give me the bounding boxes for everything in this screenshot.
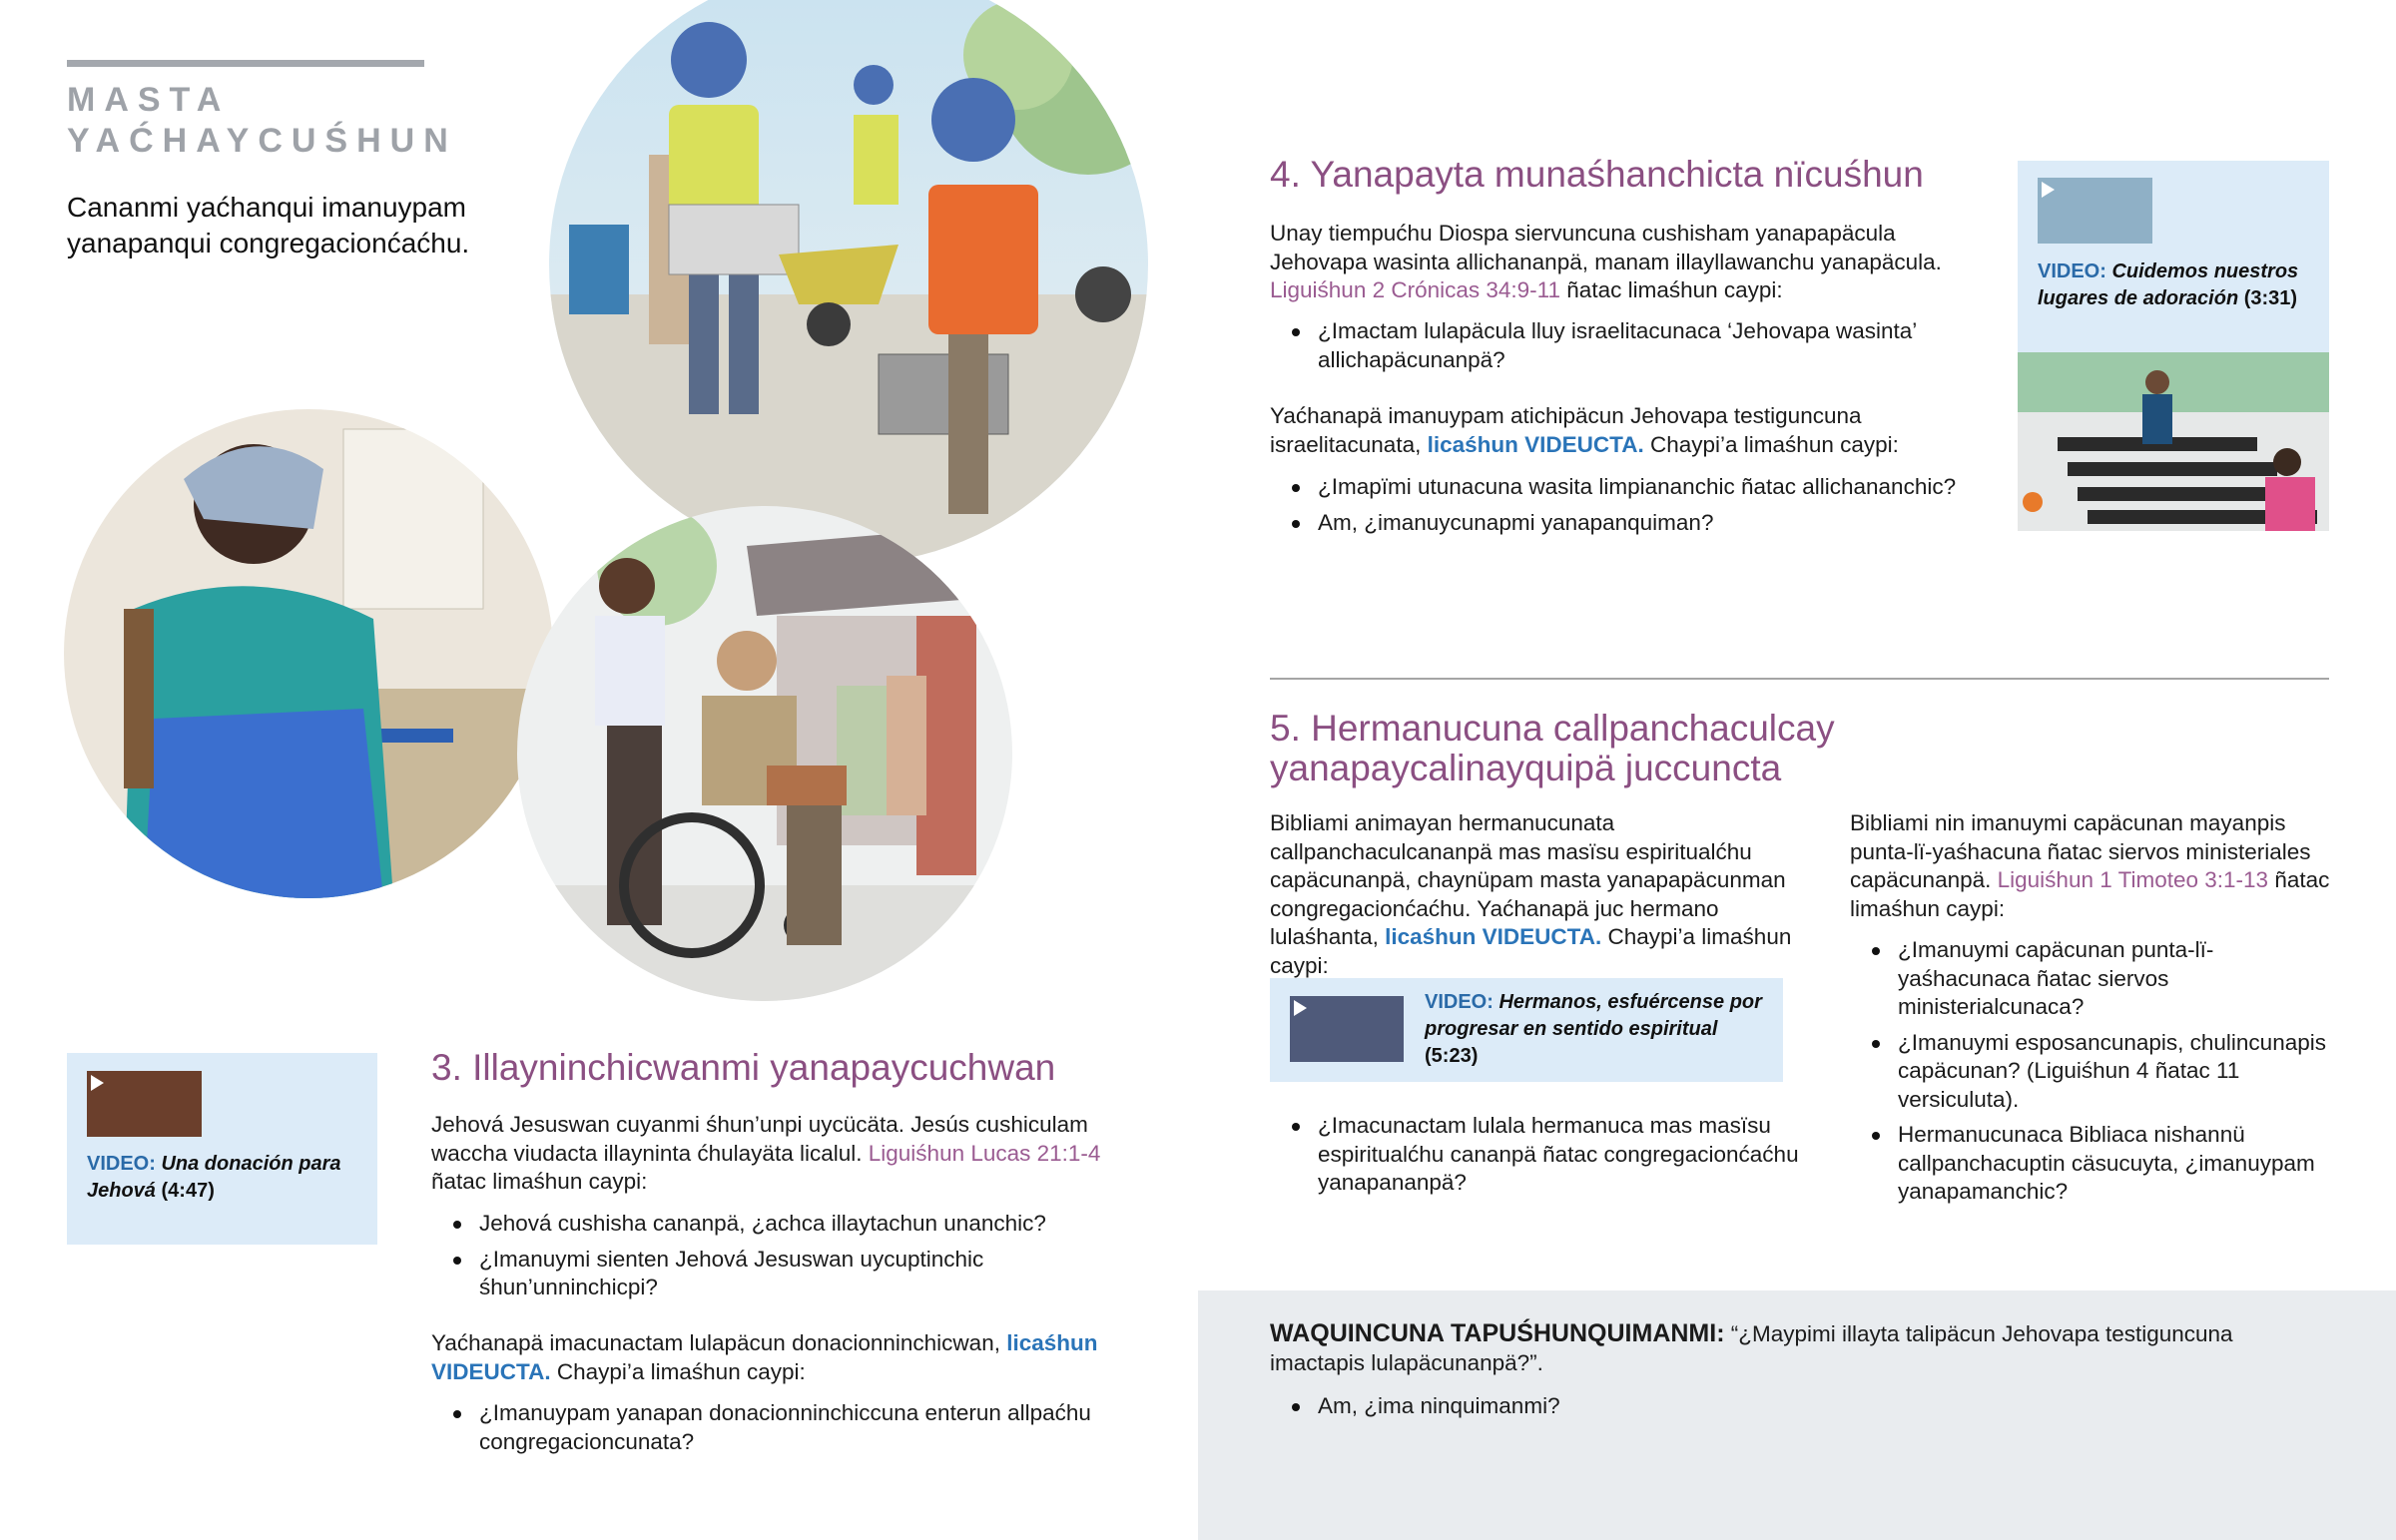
scripture-link[interactable]: Liguiśhun Lucas 21:1-4	[868, 1140, 1101, 1166]
list-item: ¿Imacunactam lulala hermanuca mas masïsu espiritualćhu cananpä ñatac congregacionćaćhu yanapananpä?	[1270, 1112, 1829, 1198]
construction-illustration	[549, 0, 1148, 564]
video-box-places[interactable]	[2018, 161, 2329, 352]
section-4-questions-1	[1270, 317, 1969, 381]
video-thumbnail[interactable]	[1290, 996, 1404, 1062]
paragraph-text: Bibliami nin imanuymi capäcunan mayanpis punta-lï-yaśhacuna ñatac siervos ministeriales capäcunanpä.	[1850, 810, 2311, 892]
section-3-questions-2	[431, 1399, 1130, 1463]
video-caption	[2038, 258, 2317, 312]
kicker-line-1: MASTA	[67, 81, 231, 119]
section-5-questions-2	[1850, 936, 2339, 1214]
video-caption	[1425, 989, 1774, 1070]
paragraph-text: Unay tiempućhu Diospa siervuncuna cushisham yanapapäcula Jehovapa wasinta allichananpä, manam illayllawanchu yanapäcula.	[1270, 221, 1942, 274]
paragraph-text: Bibliami animayan hermanucunata callpanchaculcananpä mas masïsu espiritualćhu capäcunanpä, chaynüpam masta yanapapäcunman congregacionćaćhu. Yaćhanapä juc hermano lulaśhanta,	[1270, 810, 1786, 949]
video-thumbnail[interactable]	[87, 1071, 202, 1137]
paragraph-text: Jehová Jesuswan cuyanmi śhun’unpi uycücäta. Jesús cushiculam waccha viudacta illayninta ćhulayäta licalul.	[431, 1112, 1088, 1166]
heading-line-1: 5. Hermanucuna callpanchaculcay	[1270, 708, 1835, 749]
video-link[interactable]: licaśhun VIDEUCTA.	[1385, 924, 1602, 949]
list-item: ¿Imanuymi sienten Jehová Jesuswan uycuptinchic śhun’unninchicpi?	[431, 1246, 1150, 1302]
video-duration: (3:31)	[2243, 287, 2298, 309]
donation-illustration	[64, 409, 553, 898]
scripture-link[interactable]: Liguiśhun 2 Crónicas 34:9-11	[1270, 277, 1561, 302]
section-3-paragraph-2	[431, 1329, 1130, 1386]
section-3-heading: 3. Illayninchicwanmi yanapaycuchwan	[431, 1047, 1056, 1088]
paragraph-text: Chaypi’a limaśhun caypi:	[1270, 924, 1792, 978]
list-item: ¿Imanuymi capäcunan punta-lï-yaśhacunaca ñatac siervos ministerialcunaca?	[1850, 936, 2339, 1022]
video-key: VIDEO:	[1425, 991, 1494, 1013]
section-5-questions-1	[1270, 1112, 1829, 1205]
list-item: Am, ¿imanuycunapmi yanapanquiman?	[1270, 509, 1969, 538]
kicker-line-2: YAĆHAYCUŚHUN	[67, 122, 457, 160]
paragraph-text: Yaćhanapä imacunactam lulapäcun donacionninchicwan,	[431, 1330, 1000, 1355]
list-item: ¿Imanuymi esposancunapis, chulincunapis capäcunan? (Liguiśhun 4 ñatac 11 versiculuta).	[1850, 1029, 2339, 1115]
panel-question	[1270, 1319, 2328, 1377]
list-item: ¿Imactam lulapäcula lluy israelitacunaca ‘Jehovapa wasinta’ allichapäcunanpä?	[1270, 317, 1969, 374]
list-item: Am, ¿ima ninquimanmi?	[1270, 1392, 2168, 1421]
list-item: Hermanucunaca Bibliaca nishannü callpanchacuptin cäsucuyta, ¿imanuypam yanapamanchic?	[1850, 1121, 2339, 1207]
section-3-paragraph-1	[431, 1111, 1130, 1197]
top-rule	[67, 60, 424, 67]
list-item: ¿Imanuypam yanapan donacionninchiccuna enterun allpaćhu congregacioncunata?	[431, 1399, 1130, 1456]
video-caption	[87, 1151, 366, 1205]
section-3-questions-1	[431, 1210, 1150, 1309]
video-box-brothers[interactable]	[1270, 978, 1783, 1082]
list-item: ¿Imapïmi utunacuna wasita limpiananchic ñatac allichananchic?	[1270, 473, 1969, 502]
video-thumbnail[interactable]	[2038, 178, 2152, 244]
video-title: Cuidemos nuestros lugares de adoración	[2038, 260, 2299, 309]
section-4-heading: 4. Yanapayta munaśhanchicta nïcuśhun	[1270, 154, 1924, 195]
play-icon	[2042, 182, 2055, 198]
paragraph-text: Chaypi’a limaśhun caypi:	[556, 1358, 806, 1384]
paragraph-text: ñatac limaśhun caypi:	[1566, 277, 1783, 302]
play-icon	[1294, 1000, 1307, 1016]
video-link[interactable]: licaśhun VIDEUCTA.	[1427, 431, 1644, 457]
video-key: VIDEO:	[2038, 260, 2106, 282]
section-5-heading	[1270, 709, 1835, 788]
section-5-paragraph-2	[1850, 809, 2339, 923]
section-divider	[1270, 678, 2329, 680]
paragraph-text: Chaypi’a limaśhun caypi:	[1650, 431, 1899, 457]
panel-bullets	[1270, 1392, 2168, 1428]
kingdom-hall-photo	[2018, 352, 2329, 531]
section-4-paragraph-1	[1270, 220, 1969, 305]
video-duration: (5:23)	[1425, 1045, 1479, 1067]
video-duration: (4:47)	[161, 1180, 215, 1202]
paragraph-text: Yaćhanapä imanuypam atichipäcun Jehovapa testiguncuna israelitacunata,	[1270, 403, 1862, 457]
paragraph-text: ñatac limaśhun caypi:	[1850, 867, 2330, 921]
section-5-paragraph-1	[1270, 809, 1819, 980]
scripture-link[interactable]: Liguiśhun 1 Timoteo 3:1-13	[1997, 867, 2269, 892]
video-box-donation[interactable]	[67, 1053, 377, 1245]
wheelchair-illustration	[517, 506, 1012, 1001]
section-4-questions-2	[1270, 473, 1969, 544]
list-item: Jehová cushisha cananpä, ¿achca illaytachun unanchic?	[431, 1210, 1150, 1239]
section-4-paragraph-2	[1270, 402, 1969, 459]
video-link[interactable]: licaśhun VIDEUCTA.	[431, 1330, 1098, 1384]
intro-text: Cananmi yaćhanqui imanuypam yanapanqui congregacionćaćhu.	[67, 192, 470, 258]
video-title: Hermanos, esfuércense por progresar en sentido espiritual	[1425, 991, 1762, 1040]
video-key: VIDEO:	[87, 1153, 156, 1175]
paragraph-text: ñatac limaśhun caypi:	[431, 1169, 648, 1194]
panel-label: WAQUINCUNA TAPUŚHUNQUIMANMI:	[1270, 1319, 1725, 1347]
heading-line-2: yanapaycalinayquipä juccuncta	[1270, 748, 1782, 788]
play-icon	[91, 1075, 104, 1091]
section-kicker	[67, 80, 457, 162]
video-title: Una donación para Jehová	[87, 1153, 341, 1202]
panel-question-text: “¿Maypimi illayta talipäcun Jehovapa testiguncuna imactapis lulapäcunanpä?”.	[1270, 1321, 2233, 1375]
